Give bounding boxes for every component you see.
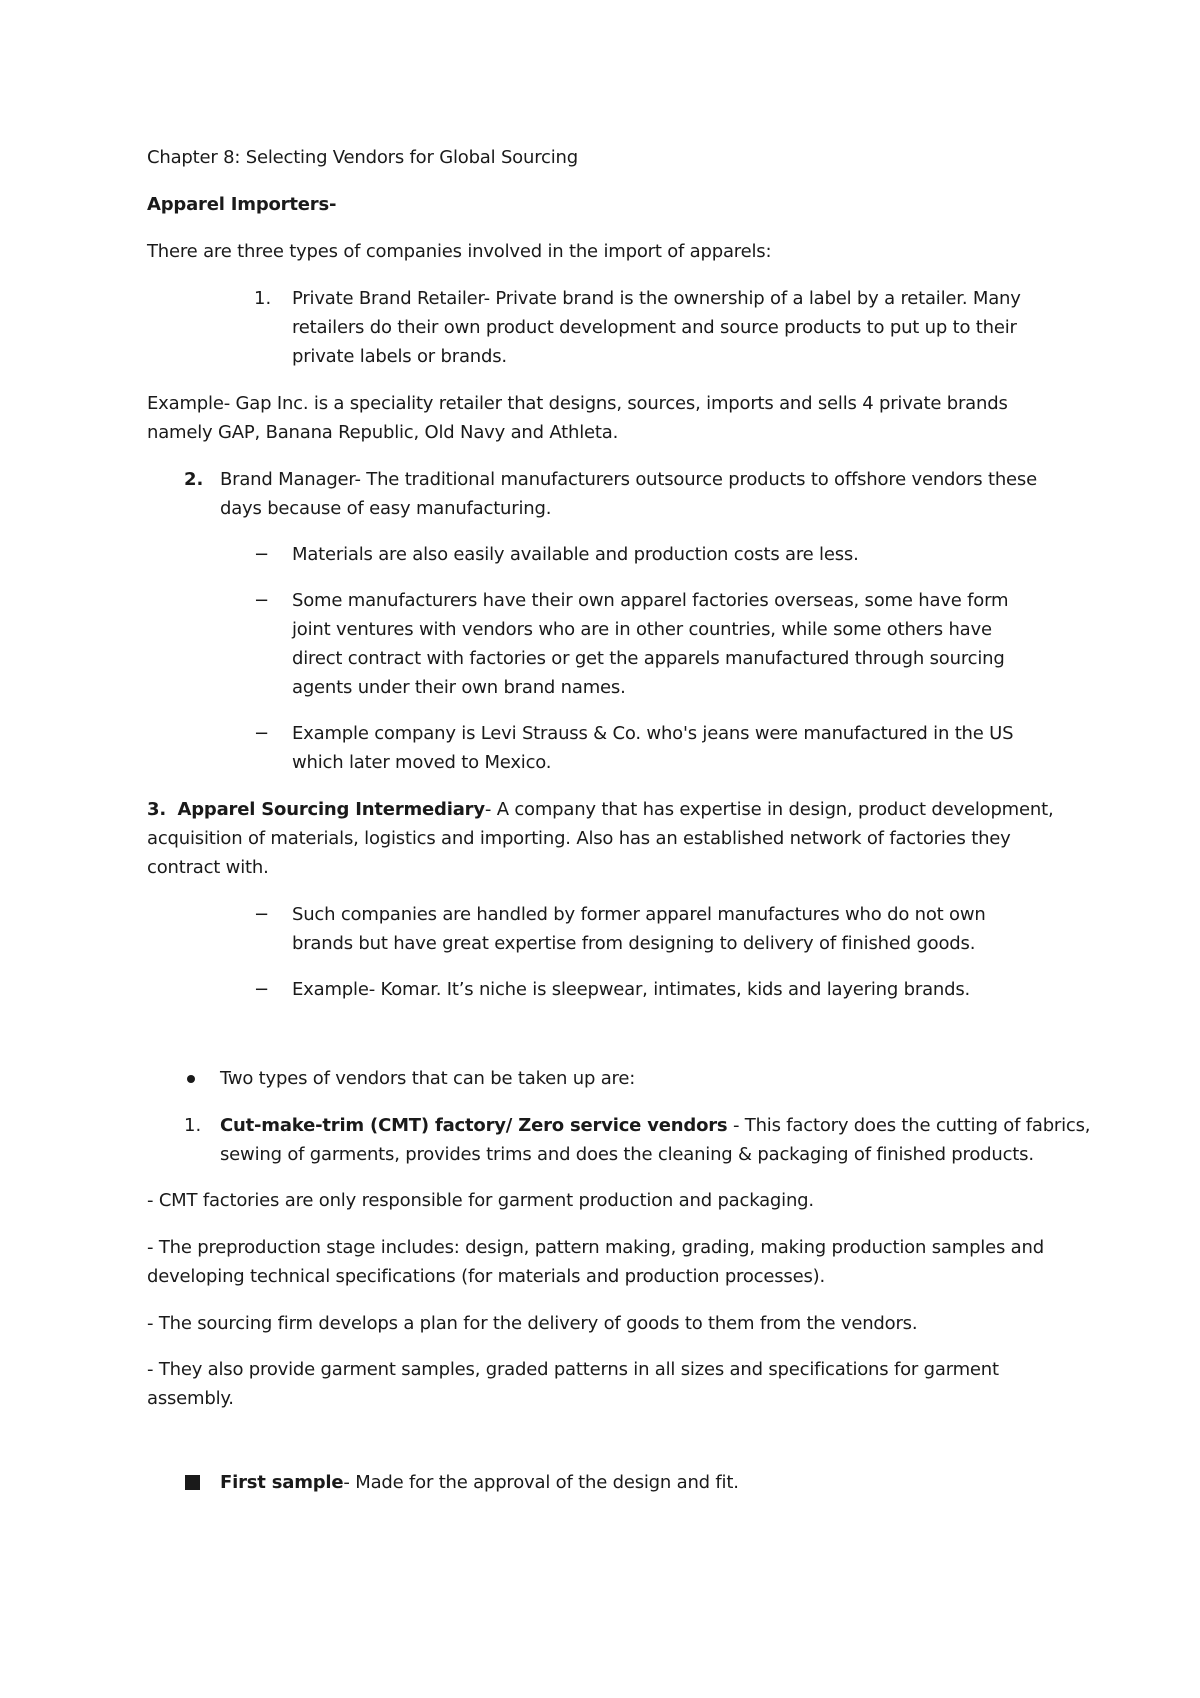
example-paragraph-line-2: namely GAP, Banana Republic, Old Navy and Athleta.: [147, 422, 619, 443]
list-number-2: 2.: [184, 469, 204, 490]
item2-line-2: days because of easy manufacturing.: [220, 498, 552, 519]
note-1: - CMT factories are only responsible for garment production and packaging.: [147, 1190, 814, 1211]
bullet-dot: [187, 1075, 195, 1083]
vendors-item1-line-2: sewing of garments, provides trims and does the cleaning & packaging of finished products.: [220, 1144, 1034, 1165]
dash-bullet: −: [254, 979, 270, 1000]
item2-bullet3-line-1: Example company is Levi Strauss & Co. who's jeans were manufactured in the US: [292, 723, 1014, 744]
item2-bullet2-line-4: agents under their own brand names.: [292, 677, 626, 698]
note-2-line-2: developing technical specifications (for materials and production processes).: [147, 1266, 825, 1287]
item3-bullet1-line-1: Such companies are handled by former apparel manufactures who do not own: [292, 904, 986, 925]
item2-line-1: Brand Manager- The traditional manufacturers outsource products to offshore vendors these: [220, 469, 1037, 490]
item3-line-1: [147, 795, 1053, 824]
note-4-line-2: assembly.: [147, 1388, 234, 1409]
vendors-list-number-1: 1.: [184, 1115, 202, 1136]
example-paragraph-line-1: Example- Gap Inc. is a speciality retailer that designs, sources, imports and sells 4 private brands: [147, 393, 1008, 414]
note-4-line-1: - They also provide garment samples, graded patterns in all sizes and specifications for garment: [147, 1359, 999, 1380]
first-sample-rest: - Made for the approval of the design and fit.: [343, 1472, 739, 1493]
item3-bold-term: Apparel Sourcing Intermediary: [177, 799, 485, 820]
note-3: - The sourcing firm develops a plan for the delivery of goods to them from the vendors.: [147, 1313, 918, 1334]
item1-line-3: private labels or brands.: [292, 346, 507, 367]
item3-line1-rest: - A company that has expertise in design, product development,: [484, 799, 1054, 820]
dash-bullet: −: [254, 723, 270, 744]
dash-bullet: −: [254, 590, 270, 611]
list-number-1: 1.: [254, 288, 272, 309]
first-sample-bold: First sample: [220, 1472, 344, 1493]
item2-bullet3-line-2: which later moved to Mexico.: [292, 752, 552, 773]
vendors-item1-line-1: [220, 1111, 1090, 1140]
item2-bullet2-line-2: joint ventures with vendors who are in other countries, while some others have: [292, 619, 992, 640]
item2-bullet1-line-1: Materials are also easily available and production costs are less.: [292, 544, 859, 565]
section-heading-importers: Apparel Importers-: [147, 194, 337, 215]
item3-bullet1-line-2: brands but have great expertise from designing to delivery of finished goods.: [292, 933, 976, 954]
item1-line-1: Private Brand Retailer- Private brand is the ownership of a label by a retailer. Many: [292, 288, 1021, 309]
square-bullet: [185, 1475, 200, 1490]
item3-line-3: contract with.: [147, 857, 269, 878]
dash-bullet: −: [254, 544, 270, 565]
note-2-line-1: - The preproduction stage includes: design, pattern making, grading, making production samples and: [147, 1237, 1044, 1258]
list-number-3: 3.: [147, 799, 166, 820]
chapter-title: Chapter 8: Selecting Vendors for Global Sourcing: [147, 147, 578, 168]
dash-bullet: −: [254, 904, 270, 925]
cmt-bold-term: Cut-make-trim (CMT) factory/ Zero service vendors: [220, 1115, 728, 1136]
intro-paragraph: There are three types of companies involved in the import of apparels:: [147, 241, 772, 262]
cmt-line1-rest: - This factory does the cutting of fabrics,: [727, 1115, 1091, 1136]
item1-line-2: retailers do their own product development and source products to put up to their: [292, 317, 1017, 338]
item3-line-2: acquisition of materials, logistics and importing. Also has an established network of factories they: [147, 828, 1011, 849]
item3-bullet2-line-1: Example- Komar. It’s niche is sleepwear, intimates, kids and layering brands.: [292, 979, 971, 1000]
item2-bullet2-line-3: direct contract with factories or get the apparels manufactured through sourcing: [292, 648, 1005, 669]
first-sample-line: [220, 1468, 739, 1497]
item2-bullet2-line-1: Some manufacturers have their own apparel factories overseas, some have form: [292, 590, 1009, 611]
vendors-bullet-text: Two types of vendors that can be taken up are:: [220, 1068, 636, 1089]
